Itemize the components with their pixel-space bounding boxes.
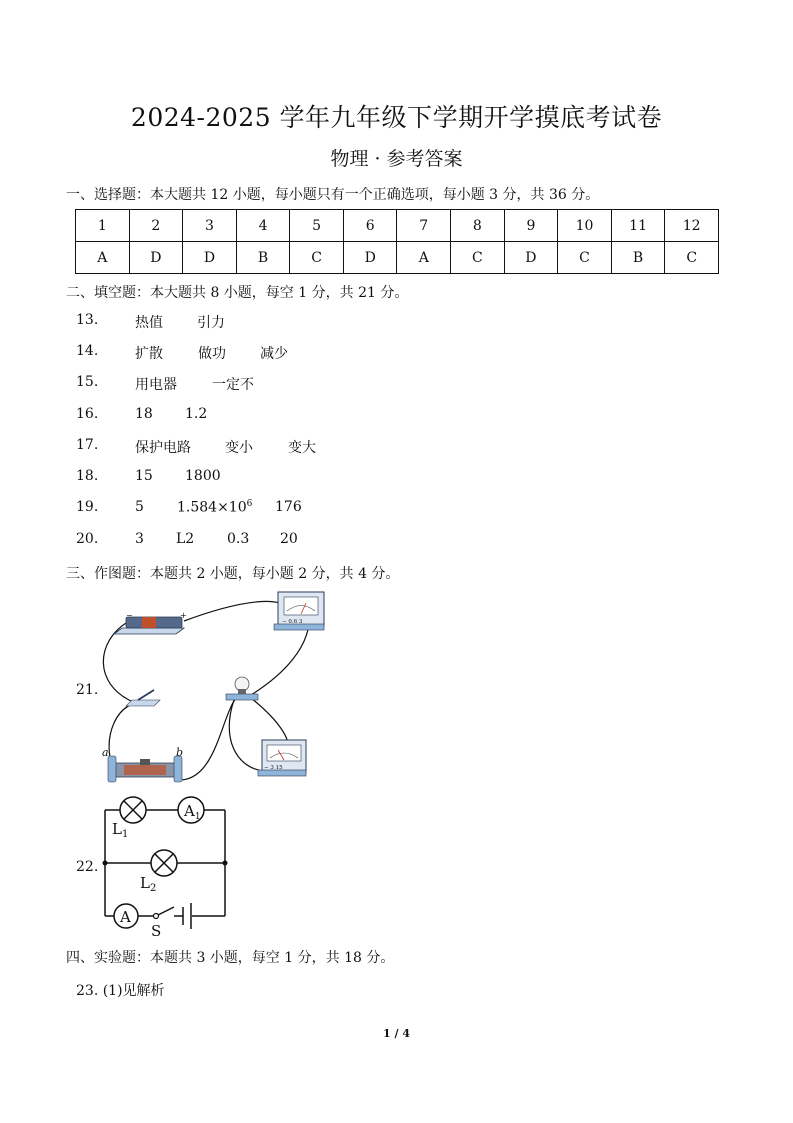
label-letter: L: [140, 874, 150, 892]
table-cell: C: [290, 242, 344, 274]
question-number: 13.: [76, 312, 99, 328]
table-cell: 5: [290, 210, 344, 242]
table-cell: 8: [451, 210, 505, 242]
wire: [103, 623, 131, 701]
wire: [109, 703, 136, 758]
table-cell: D: [183, 242, 237, 274]
table-cell: A: [76, 242, 130, 274]
question-number: 19.: [76, 499, 99, 515]
answer-table-answer-row: [76, 242, 719, 274]
section-4-heading: 四、实验题：本题共 3 小题，每空 1 分，共 18 分。: [66, 950, 395, 966]
label-letter: A: [184, 802, 195, 820]
lamp-l2-icon: [151, 850, 177, 876]
answer: L2: [176, 531, 195, 547]
voltmeter-scale: − 3 15: [264, 765, 283, 771]
answer: 18: [135, 406, 153, 422]
answer: 5: [135, 499, 144, 515]
answer-base: 1.584×10: [177, 499, 247, 516]
battery-plus-label: +: [180, 611, 187, 620]
table-cell: 3: [183, 210, 237, 242]
page-title: 2024-2025 学年九年级下学期开学摸底考试卷: [130, 103, 663, 132]
label-subscript: 1: [121, 829, 129, 840]
question-number: 16.: [76, 406, 99, 422]
table-cell: 2: [129, 210, 183, 242]
question-number: 20.: [76, 531, 99, 547]
section-1-heading: 一、选择题：本大题共 12 小题，每小题只有一个正确选项，每小题 3 分，共 36 分。: [66, 187, 600, 203]
answer: 176: [275, 499, 302, 515]
answer: 一定不: [212, 377, 254, 393]
lamp-l2-label: [140, 874, 156, 894]
lamp-l1-icon: [120, 797, 146, 823]
switch-s-icon: [154, 907, 175, 919]
answer: 引力: [197, 315, 225, 331]
answer: 1800: [185, 468, 221, 484]
battery-minus-label: −: [126, 611, 133, 620]
answer-table-number-row: [76, 210, 719, 242]
answer: 0.3: [227, 531, 250, 547]
label-subscript: 2: [149, 883, 157, 894]
table-cell: 7: [397, 210, 451, 242]
rheostat-label-b: b: [176, 746, 184, 759]
table-cell: 12: [665, 210, 719, 242]
table-cell: B: [236, 242, 290, 274]
table-cell: A: [397, 242, 451, 274]
page-number: 1 / 4: [383, 1027, 410, 1040]
wire: [251, 624, 309, 695]
question-number: 15.: [76, 374, 99, 390]
junction-dot: [103, 861, 108, 866]
table-cell: B: [611, 242, 665, 274]
switch-icon: [126, 690, 160, 706]
answer: 热值: [135, 315, 163, 331]
table-cell: D: [343, 242, 397, 274]
ammeter-scale: − 0.6 3: [282, 619, 303, 625]
question-number: 17.: [76, 437, 99, 453]
question-number: 18.: [76, 468, 99, 484]
answer: 20: [280, 531, 298, 547]
table-cell: C: [451, 242, 505, 274]
table-cell: 9: [504, 210, 558, 242]
answer: [177, 499, 252, 516]
question-number-21: 21.: [76, 682, 99, 698]
rheostat-icon: [102, 746, 183, 782]
table-cell: 6: [343, 210, 397, 242]
question-number-22: 22.: [76, 859, 99, 875]
voltmeter-icon: [258, 740, 306, 776]
rheostat-label-a: a: [102, 746, 109, 759]
lamp-l1-label: [112, 820, 128, 840]
ammeter-icon: [274, 592, 324, 630]
table-cell: C: [558, 242, 612, 274]
answer-table: [75, 209, 719, 274]
table-cell: D: [129, 242, 183, 274]
answer-exponent: 6: [246, 499, 253, 509]
table-cell: 11: [611, 210, 665, 242]
section-2-heading: 二、填空题：本大题共 8 小题，每空 1 分，共 21 分。: [66, 285, 409, 301]
answer: 3: [135, 531, 144, 547]
switch-s-label: S: [151, 922, 162, 940]
answer: 减少: [260, 346, 288, 362]
answer: 1.2: [185, 406, 208, 422]
label-subscript: 1: [194, 812, 201, 822]
table-cell: 4: [236, 210, 290, 242]
lamp-icon: [226, 677, 258, 700]
circuit-wiring-figure: [96, 588, 336, 798]
ammeter-main-icon: [114, 904, 138, 928]
answer: 用电器: [135, 377, 177, 393]
page-subtitle: 物理 · 参考答案: [330, 148, 463, 170]
wire: [181, 698, 236, 780]
question-23-line: 23. (1)见解析: [76, 983, 165, 999]
answer: 变小: [225, 440, 253, 456]
table-cell: 1: [76, 210, 130, 242]
ammeter-main-label: A: [120, 908, 131, 926]
table-cell: 10: [558, 210, 612, 242]
answer: 扩散: [135, 346, 163, 362]
junction-dot: [223, 861, 228, 866]
battery-cell-icon: [174, 903, 191, 929]
table-cell: C: [665, 242, 719, 274]
wire: [184, 601, 287, 621]
section-3-heading: 三、作图题：本题共 2 小题，每小题 2 分，共 4 分。: [66, 566, 400, 582]
answer: 变大: [288, 440, 316, 456]
answer: 15: [135, 468, 153, 484]
answer: 做功: [198, 346, 226, 362]
wire: [229, 700, 264, 771]
battery-icon: [114, 611, 187, 634]
table-cell: D: [504, 242, 558, 274]
answer: 保护电路: [135, 440, 191, 456]
question-number: 14.: [76, 343, 99, 359]
label-letter: L: [112, 820, 122, 838]
ammeter-a1-icon: [178, 797, 204, 823]
circuit-schematic-figure: [96, 794, 236, 944]
